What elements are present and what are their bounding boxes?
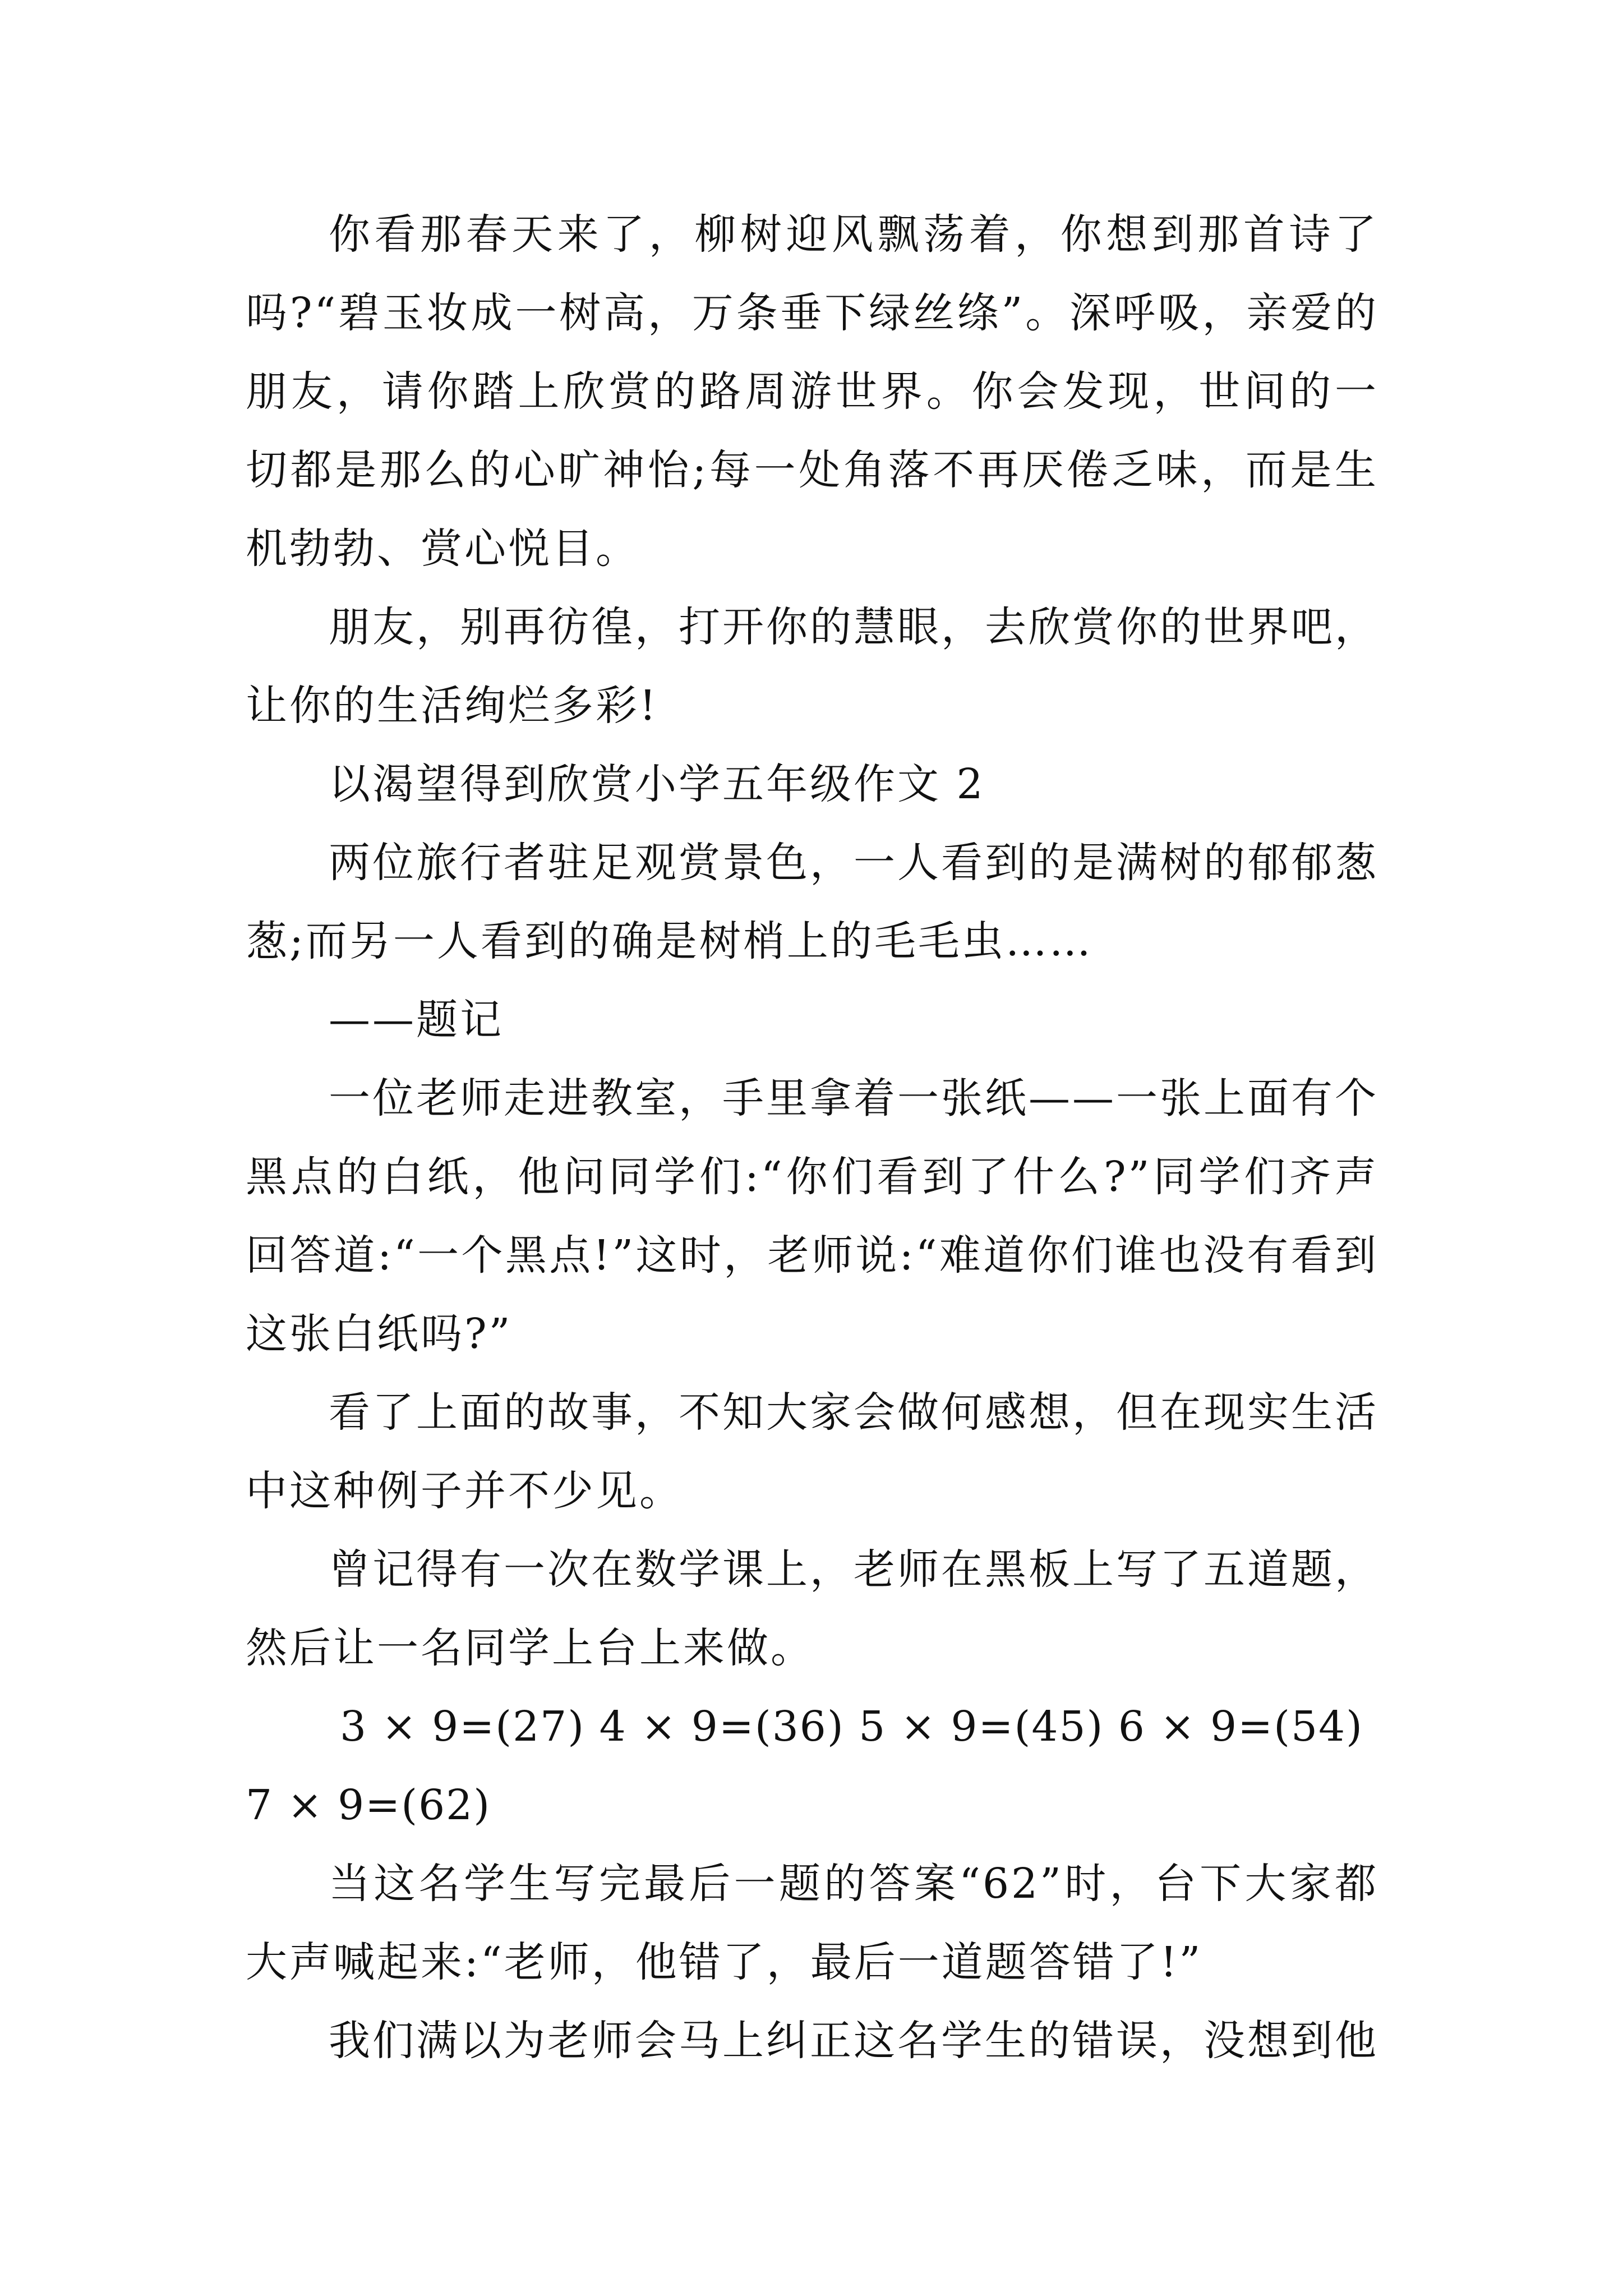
paragraph-appreciate-world: 朋友，别再彷徨，打开你的慧眼，去欣赏你的世界吧，让你的生活绚烂多彩! (246, 603, 1378, 730)
paragraph-wrong-answer: 当这名学生写完最后一题的答案“62”时，台下大家都大声喊起来:“老师，他错了，最后一道题答错了!” (246, 1860, 1378, 1986)
paragraph-spring-poem: 你看那春天来了，柳树迎风飘荡着，你想到那首诗了吗?“碧玉妆成一树高，万条垂下绿丝绦”。深呼吸，亲爱的朋友，请你踏上欣赏的路周游世界。你会发现，世间的一切都是那么的心旷神怡;每一处角落不再厌倦乏味，而是生机勃勃、赏心悦目。 (246, 210, 1378, 573)
math-problems: 3 × 9=(27) 4 × 9=(36) 5 × 9=(45) 6 × 9=(54) 7 × 9=(62) (246, 1703, 1364, 1829)
epigraph-attribution: ——题记 (329, 996, 504, 1044)
paragraph-black-dot: 一位老师走进教室，手里拿着一张纸——一张上面有个黑点的白纸，他问同学们:“你们看到了什么?”同学们齐声回答道:“一个黑点!”这时，老师说:“难道你们谁也没有看到这张白纸吗?” (246, 1074, 1378, 1358)
paragraph-math-class: 曾记得有一次在数学课上，老师在黑板上写了五道题，然后让一名同学上台上来做。 (246, 1545, 1378, 1672)
paragraph-reflection: 看了上面的故事，不知大家会做何感想，但在现实生活中这种例子并不少见。 (246, 1388, 1378, 1515)
paragraph-travelers: 两位旅行者驻足观赏景色，一人看到的是满树的郁郁葱葱;而另一人看到的确是树梢上的毛毛虫…… (246, 839, 1378, 965)
essay-body (246, 195, 1378, 2080)
paragraph-teacher-reaction: 我们满以为老师会马上纠正这名学生的错误，没想到他 (329, 2017, 1378, 2065)
essay-title: 以渴望得到欣赏小学五年级作文 2 (329, 760, 985, 808)
